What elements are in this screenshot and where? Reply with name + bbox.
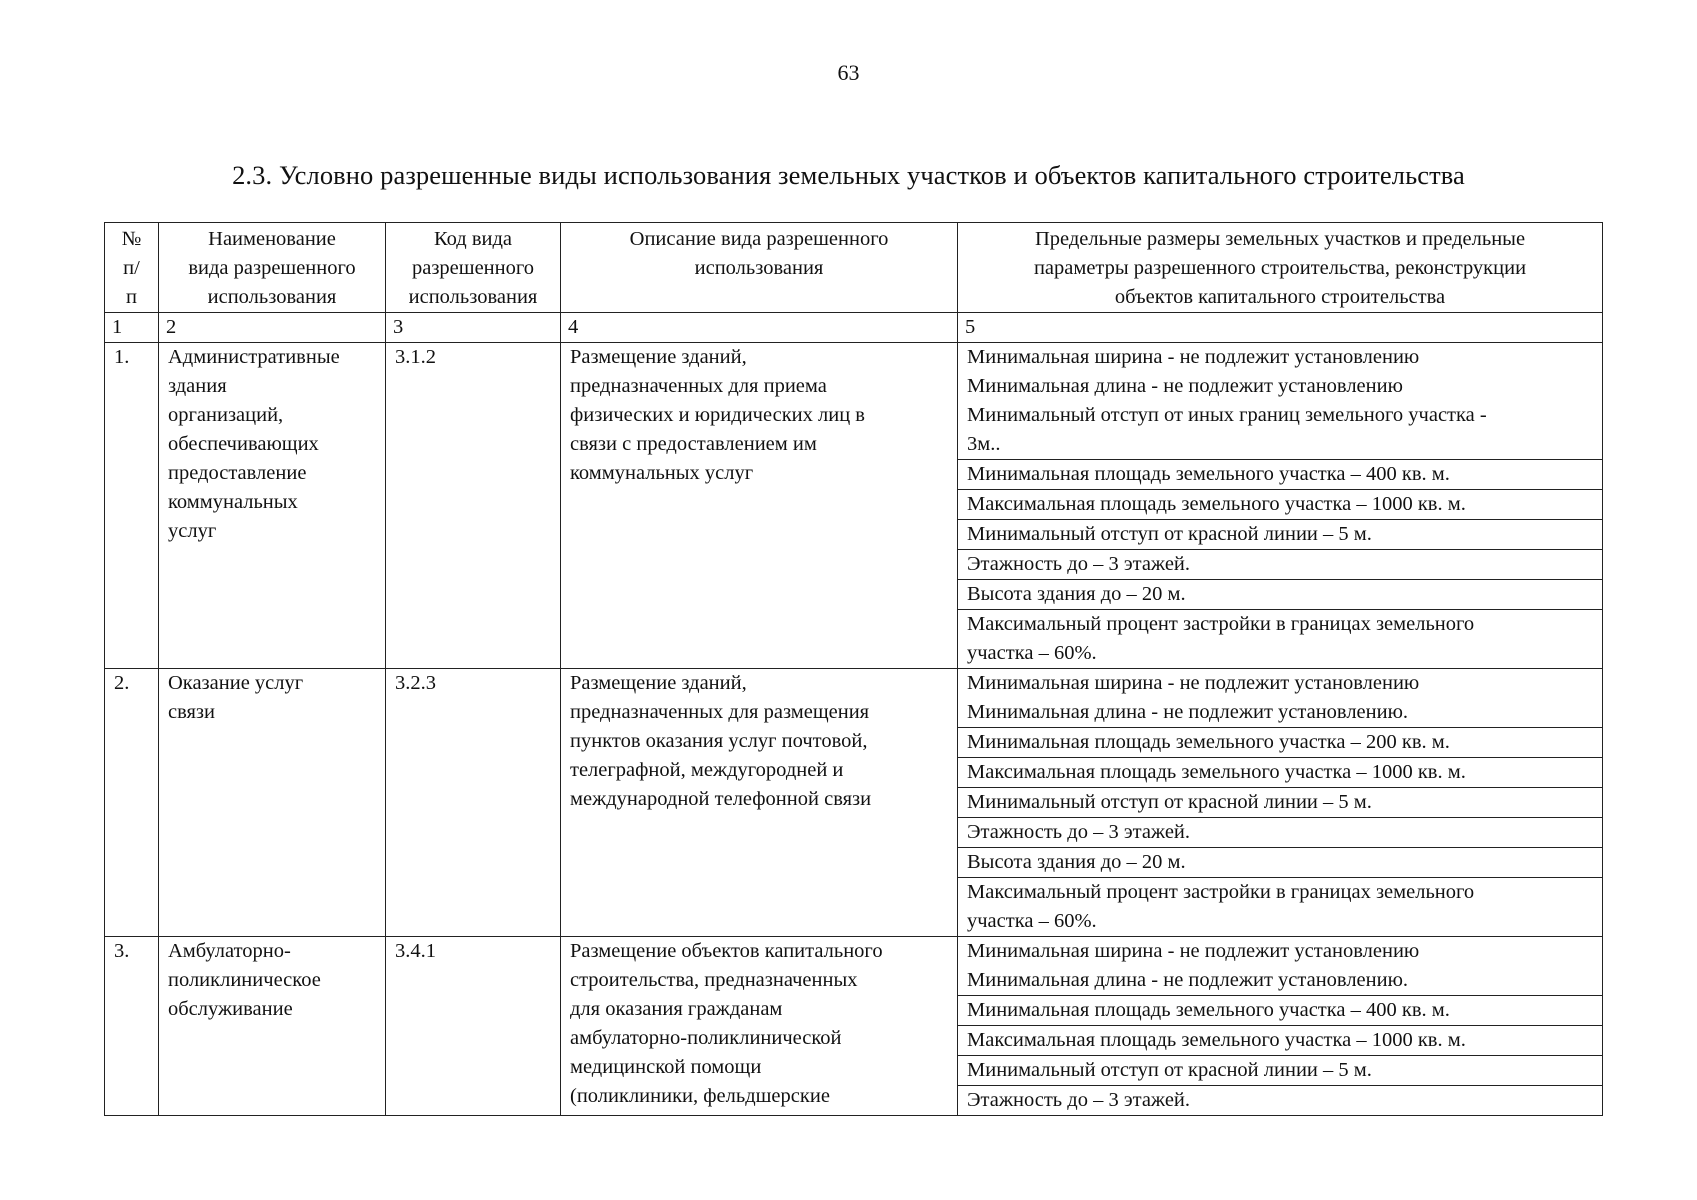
parameter-cell: Высота здания до – 20 м. [958,580,1603,610]
row-number: 2. [105,669,159,937]
use-description: Размещение объектов капитального строительства, предназначенных для оказания гражданам амбулаторно-поликлинической медицинской помощи (поликлиники, фельдшерские [561,937,958,1116]
parameter-cell: Минимальная ширина - не подлежит установлению Минимальная длина - не подлежит установлению. [958,937,1603,996]
column-number: 5 [958,313,1603,343]
parameter-cell: Максимальная площадь земельного участка – 1000 кв. м. [958,490,1603,520]
parameter-cell: Минимальный отступ от красной линии – 5 м. [958,788,1603,818]
header-use-code: Код вида разрешенного использования [386,223,561,313]
table-row [105,937,1603,996]
parameter-cell: Высота здания до – 20 м. [958,848,1603,878]
use-code: 3.2.3 [386,669,561,937]
parameter-cell: Максимальная площадь земельного участка – 1000 кв. м. [958,1026,1603,1056]
row-number: 1. [105,343,159,669]
parameter-cell: Этажность до – 3 этажей. [958,818,1603,848]
header-limit-parameters: Предельные размеры земельных участков и предельные параметры разрешенного строительства, реконструкции объектов капитального строительства [958,223,1603,313]
parameter-cell: Минимальный отступ от красной линии – 5 м. [958,1056,1603,1086]
use-name: Оказание услуг связи [159,669,386,937]
header-number: № п/ п [105,223,159,313]
parameter-cell: Минимальная площадь земельного участка – 200 кв. м. [958,728,1603,758]
parameter-cell: Минимальная ширина - не подлежит установлению Минимальная длина - не подлежит установлению Минимальный отступ от иных границ земельного участка - 3м.. [958,343,1603,460]
table-row [105,343,1603,460]
parameter-cell: Минимальная ширина - не подлежит установлению Минимальная длина - не подлежит установлению. [958,669,1603,728]
header-use-description: Описание вида разрешенного использования [561,223,958,313]
use-code: 3.4.1 [386,937,561,1116]
parameter-cell: Этажность до – 3 этажей. [958,550,1603,580]
use-code: 3.1.2 [386,343,561,669]
section-title: 2.3. Условно разрешенные виды использования земельных участков и объектов капитального строительства [232,160,1465,190]
header-use-name: Наименование вида разрешенного использования [159,223,386,313]
column-number-row [105,313,1603,343]
permitted-uses-table [104,222,1603,1116]
row-number: 3. [105,937,159,1116]
use-name: Амбулаторно- поликлиническое обслуживание [159,937,386,1116]
column-number: 4 [561,313,958,343]
use-description: Размещение зданий, предназначенных для размещения пунктов оказания услуг почтовой, телеграфной, междугородней и международной телефонной связи [561,669,958,937]
column-number: 1 [105,313,159,343]
parameter-cell: Минимальная площадь земельного участка – 400 кв. м. [958,996,1603,1026]
parameter-cell: Максимальная площадь земельного участка – 1000 кв. м. [958,758,1603,788]
table-row [105,669,1603,728]
parameter-cell: Максимальный процент застройки в границах земельного участка – 60%. [958,878,1603,937]
column-number: 2 [159,313,386,343]
use-description: Размещение зданий, предназначенных для приема физических и юридических лиц в связи с предоставлением им коммунальных услуг [561,343,958,669]
column-number: 3 [386,313,561,343]
parameter-cell: Этажность до – 3 этажей. [958,1086,1603,1116]
parameter-cell: Минимальный отступ от красной линии – 5 м. [958,520,1603,550]
table-header-row [105,223,1603,313]
page-number: 63 [837,60,860,85]
parameter-cell: Минимальная площадь земельного участка – 400 кв. м. [958,460,1603,490]
parameter-cell: Максимальный процент застройки в границах земельного участка – 60%. [958,610,1603,669]
use-name: Административные здания организаций, обеспечивающих предоставление коммунальных услуг [159,343,386,669]
